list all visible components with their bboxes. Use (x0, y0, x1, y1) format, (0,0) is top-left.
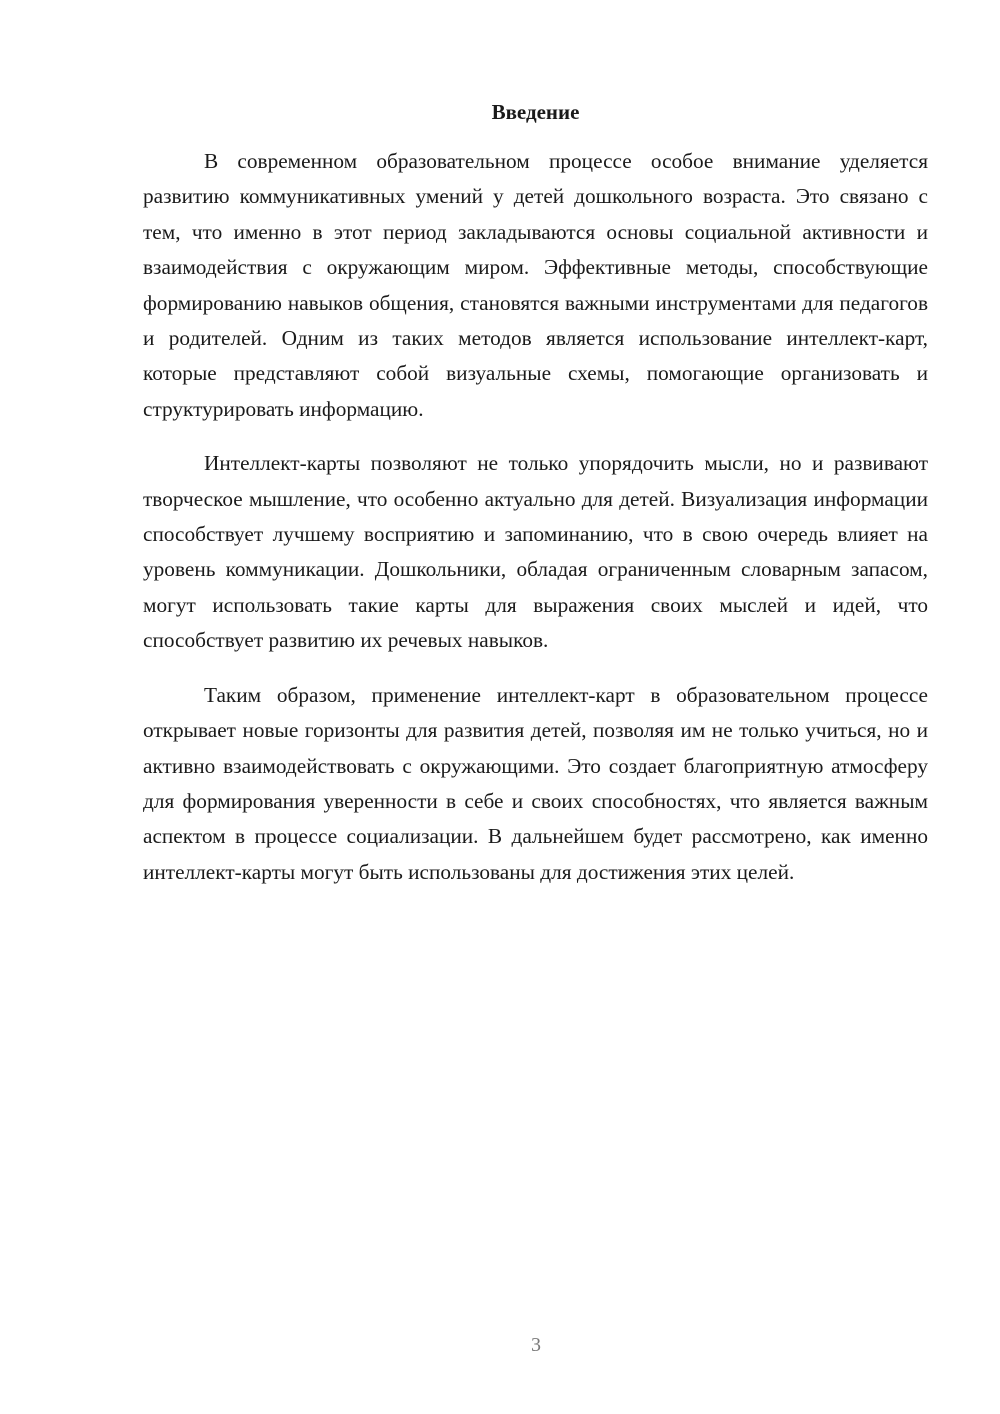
paragraph-1: В современном образовательном процессе особое внимание уделяется развитию коммуникативных умений у детей дошкольного возраста. Это связано с тем, что именно в этот период закладываются основы социальной активности и взаимодействия с окружающим миром. Эффективные методы, способствующие формированию навыков общения, становятся важными инструментами для педагогов и родителей. Одним из таких методов является использование интеллект-карт, которые представляют собой визуальные схемы, помогающие организовать и структурировать информацию. (143, 149, 928, 421)
section-title: Введение (491, 100, 580, 124)
page-number: 3 (531, 1334, 541, 1356)
document-body (143, 144, 928, 909)
paragraph-3: Таким образом, применение интеллект-карт в образовательном процессе открывает новые горизонты для развития детей, позволяя им не только учиться, но и активно взаимодействовать с окружающими. Это создает благоприятную атмосферу для формирования уверенности в себе и своих способностях, что является важным аспектом в процессе социализации. В дальнейшем будет рассмотрено, как именно интеллект-карты могут быть использованы для достижения этих целей. (143, 682, 928, 884)
paragraph-2: Интеллект-карты позволяют не только упорядочить мысли, но и развивают творческое мышление, что особенно актуально для детей. Визуализация информации способствует лучшему восприятию и запоминанию, что в свою очередь влияет на уровень коммуникации. Дошкольники, обладая ограниченным словарным запасом, могут использовать такие карты для выражения своих мыслей и идей, что способствует развитию их речевых навыков. (143, 451, 928, 653)
